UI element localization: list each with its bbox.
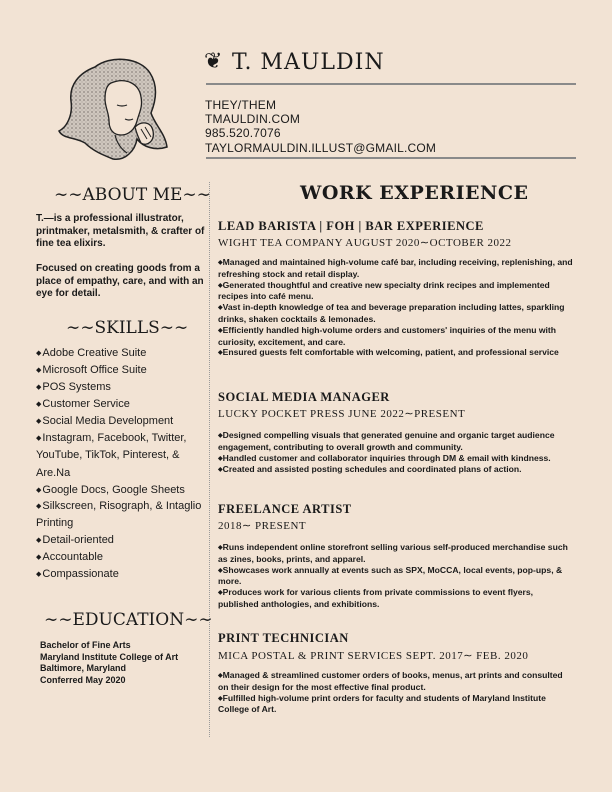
job-title: PRINT TECHNICIAN	[218, 631, 349, 645]
job-bullet: ◆Produces work for various clients from private commissions to event flyers, published anthologies, and exhibitions.	[218, 587, 534, 609]
job-bullet: ◆Designed compelling visuals that generated genuine and organic target audience engagement, contributing to overall growth and community.	[218, 430, 555, 452]
job-bullet: ◆Managed and maintained high-volume café bar, including receiving, replenishing, and refreshing stock and retail display.	[218, 257, 573, 279]
work-heading: WORK EXPERIENCE	[300, 182, 529, 204]
about-paragraph-2: Focused on creating goods from a place of empathy, care, and with an eye for detail.	[36, 263, 204, 299]
skill-item: ◆Adobe Creative Suite	[36, 347, 147, 359]
job-bullet: ◆Handled customer and collaborator inquiries through DM & email with kindness.	[218, 452, 551, 463]
job-bullet: ◆Generated thoughtful and creative new specialty drink recipes and implemented recipes into café menu.	[218, 279, 550, 302]
job-bullets	[218, 257, 574, 359]
bullet-icon: ◆	[36, 503, 42, 510]
contact-pronouns: THEY/THEM	[205, 98, 277, 112]
bullet-icon: ◆	[218, 467, 223, 474]
bullet-icon: ◆	[218, 433, 223, 439]
bullet-icon: ◆	[218, 282, 223, 289]
job-bullet: ◆Showcases work annually at events such as SPX, MoCCA, local events, pop-ups, & more.	[218, 564, 563, 587]
job-bullet: ◆Created and assisted posting schedules and coordinated plans of action.	[218, 464, 522, 475]
bullet-icon: ◆	[218, 327, 223, 334]
job-bullets	[218, 670, 574, 715]
skill-item: ◆Google Docs, Google Sheets	[36, 484, 185, 496]
column-divider	[209, 182, 210, 737]
job-title: LEAD BARISTA | FOH | BAR EXPERIENCE	[218, 219, 484, 233]
bullet-icon: ◆	[36, 537, 42, 544]
skills-heading: ∼∼SKILLS∼∼	[66, 318, 189, 338]
bullet-icon: ◆	[218, 673, 223, 679]
job-bullets	[218, 430, 574, 476]
degree: Bachelor of Fine Arts	[40, 640, 131, 650]
education-heading: ∼∼EDUCATION∼∼	[44, 610, 213, 630]
contact-email[interactable]: TAYLORMAULDIN.ILLUST@GMAIL.COM	[205, 141, 437, 155]
skill-item: ◆POS Systems	[36, 381, 111, 393]
contact-website[interactable]: TMAULDIN.COM	[205, 112, 301, 126]
education-details	[40, 640, 178, 686]
swash-ornament-icon: ∼∼	[159, 318, 189, 338]
leaf-flourish-icon: ❦	[204, 49, 223, 74]
about-heading: ∼∼ABOUT ME∼∼	[54, 185, 211, 205]
swash-ornament-icon: ∼∼	[44, 610, 73, 630]
bullet-icon: ◆	[218, 567, 223, 574]
job-title: SOCIAL MEDIA MANAGER	[218, 390, 390, 404]
swash-ornament-icon: ∼∼	[184, 610, 213, 630]
bullet-icon: ◆	[36, 487, 42, 494]
job-bullet: ◆Efficiently handled high-volume orders and customers' inquiries of the menu with curiosity, excitement, and care.	[218, 324, 557, 347]
bullet-icon: ◆	[218, 455, 223, 462]
school: Maryland Institute College of Art	[40, 651, 179, 662]
contact-underline	[206, 157, 576, 159]
job-bullet: ◆Fulfilled high-volume print orders for faculty and students of Maryland Institute College of Art.	[218, 692, 546, 715]
skill-item: ◆Compassionate	[36, 568, 119, 580]
bullet-icon: ◆	[218, 305, 223, 312]
resume-name: T. MAULDIN	[232, 50, 385, 75]
contact-phone[interactable]: 985.520.7076	[205, 126, 281, 140]
bullet-icon: ◆	[36, 435, 42, 442]
swash-ornament-icon: ∼∼	[66, 318, 95, 338]
job-org: 2018∼ PRESENT	[218, 520, 307, 532]
bullet-icon: ◆	[36, 571, 42, 578]
job-org: LUCKY POCKET PRESS JUNE 2022∼PRESENT	[218, 408, 466, 420]
bullet-icon: ◆	[218, 545, 223, 551]
bullet-icon: ◆	[218, 350, 223, 357]
skill-item: ◆Social Media Development	[36, 415, 174, 427]
bullet-icon: ◆	[218, 590, 223, 597]
job-title: FREELANCE ARTIST	[218, 502, 352, 516]
swash-ornament-icon: ∼∼	[182, 185, 211, 205]
swash-ornament-icon: ∼∼	[54, 185, 83, 205]
portrait-illustration	[55, 55, 175, 170]
about-paragraph-1: T.—is a professional illustrator, printmaker, metalsmith, & crafter of fine tea elixirs.	[36, 213, 205, 249]
skill-item: ◆Silkscreen, Risograph, & Intaglio Printing	[36, 500, 202, 530]
bullet-icon: ◆	[36, 401, 42, 408]
bullet-icon: ◆	[218, 695, 223, 702]
skill-item: ◆Instagram, Facebook, Twitter, YouTube, TikTok, Pinterest, & Are.Na	[36, 432, 187, 479]
skill-item: ◆Detail-oriented	[36, 534, 114, 546]
bullet-icon: ◆	[36, 350, 42, 357]
skill-item: ◆Accountable	[36, 551, 103, 563]
bullet-icon: ◆	[36, 554, 42, 561]
job-bullet: ◆Vast in-depth knowledge of tea and beverage preparation including lattes, sparkling drinks, shaken cocktails & lemonades.	[218, 302, 565, 324]
job-bullet: ◆Runs independent online storefront selling various self-produced merchandise such as zines, books, prints, and apparel.	[218, 542, 568, 564]
bullet-icon: ◆	[36, 367, 42, 374]
bullet-icon: ◆	[218, 260, 223, 266]
job-bullet: ◆Ensured guests felt comfortable with welcoming, patient, and professional service	[218, 347, 559, 358]
conferred-date: Conferred May 2020	[40, 674, 126, 685]
job-bullet: ◆Managed & streamlined customer orders of books, menus, art prints and consulted on their design for the most effective final product.	[218, 670, 563, 692]
bullet-icon: ◆	[36, 418, 42, 425]
job-org: MICA POSTAL & PRINT SERVICES SEPT. 2017∼ FEB. 2020	[218, 650, 529, 662]
bullet-icon: ◆	[36, 384, 42, 391]
school-location: Baltimore, Maryland	[40, 663, 127, 673]
skill-item: ◆Customer Service	[36, 398, 130, 410]
job-org: WIGHT TEA COMPANY AUGUST 2020∼OCTOBER 2022	[218, 237, 512, 249]
skill-item: ◆Microsoft Office Suite	[36, 364, 147, 376]
job-bullets	[218, 542, 574, 610]
name-underline	[206, 83, 576, 85]
